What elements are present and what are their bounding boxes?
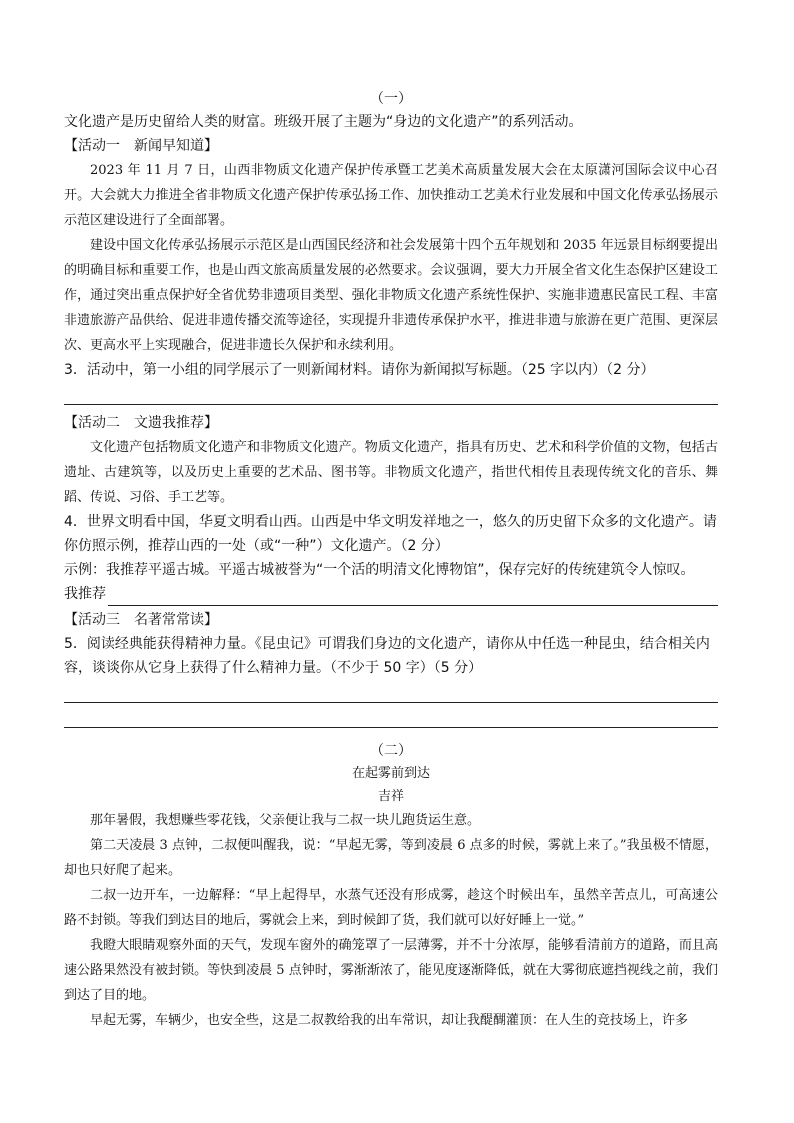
story-author: 吉祥: [377, 789, 404, 804]
activity-three-heading: 【活动三 名著常常读】: [64, 612, 218, 628]
activity-one-heading: 【活动一 新闻早知道】: [64, 138, 218, 154]
answer-line-q4[interactable]: [108, 589, 718, 606]
story-paragraph-2: 第二天凌晨 3 点钟，二叔便叫醒我，说：“早起无雾，等到凌晨 6 点多的时候，雾就上来了。”我虽极不情愿，却也只好爬了起来。: [64, 838, 718, 878]
question-4-example: 示例：我推荐平遥古城。平遥古城被誉为“一个活的明清文化博物馆”，保存完好的传统建筑令人惊叹。: [64, 562, 695, 578]
section-two-number: （二）: [370, 743, 412, 759]
section-one-number: （一）: [370, 91, 412, 107]
section-one-intro: 文化遗产是历史留给人类的财富。班级开展了主题为“身边的文化遗产”的系列活动。: [64, 114, 583, 130]
question-4: 4．世界文明看中国，华夏文明看山西。山西是中华文明发祥地之一，悠久的历史留下众多的文化遗产。请你仿照示例，推荐山西的一处（或“一种”）文化遗产。（2 分）: [64, 514, 717, 554]
story-paragraph-4: 我瞪大眼睛观察外面的天气，发现车窗外的确笼罩了一层薄雾，并不十分浓厚，能够看清前方的道路，而且高速公路果然没有被封锁。等快到凌晨 5 点钟时，雾渐渐浓了，能见度逐渐降低，就在大雾彻底遮挡视线之前，我们到达了目的地。: [64, 938, 718, 1003]
story-paragraph-1: 那年暑假，我想赚些零花钱，父亲便让我与二叔一块儿跑货运生意。: [90, 813, 481, 828]
news-paragraph-1: 2023 年 11 月 7 日，山西非物质文化遗产保护传承暨工艺美术高质量发展大会在太原潇河国际会议中心召开。大会就大力推进全省非物质文化遗产保护传承弘扬工作、加快推动工艺美术行业发展和中国文化传承弘扬展示示范区建设进行了全面部署。: [64, 163, 718, 228]
story-title: 在起雾前到达: [351, 766, 430, 781]
exam-page: [64, 88, 718, 1033]
question-5: 5．阅读经典能获得精神力量。《昆虫记》可谓我们身边的文化遗产，请你从中任选一种昆虫，结合相关内容，谈谈你从它身上获得了什么精神力量。（不少于 50 字）（5 分）: [64, 636, 710, 676]
story-paragraph-3: 二叔一边开车，一边解释：“早上起得早，水蒸气还没有形成雾，趁这个时候出车，虽然辛苦点儿，可高速公路不封锁。等我们到达目的地后，雾就会上来，到时候卸了货，我们就可以好好睡上一觉。”: [64, 888, 718, 928]
recommend-label: 我推荐: [64, 586, 106, 602]
recommend-row: [64, 582, 718, 606]
activity-two-heading: 【活动二 文遗我推荐】: [64, 415, 218, 431]
story-paragraph-5: 早起无雾，车辆少，也安全些，这是二叔教给我的出车常识，却让我醍醐灌顶：在人生的竞技场上，许多: [90, 1013, 689, 1028]
news-paragraph-2: 建设中国文化传承弘扬展示示范区是山西国民经济和社会发展第十四个五年规划和 2035 年远景目标纲要提出的明确目标和重要工作，也是山西文旅高质量发展的必然要求。会议强调，要大力开展全省文化生态保护区建设工作，通过突出重点保护好全省优势非遗项目类型、强化非物质文化遗产系统性保护、实施非遗惠民富民工程、丰富非遗旅游产品供给、促进非遗传播交流等途径，实现提升非遗传承保护水平，推进非遗与旅游在更广范围、更深层次、更高水平上实现融合，促进非遗长久保护和永续利用。: [64, 238, 718, 353]
heritage-definition-paragraph: 文化遗产包括物质文化遗产和非物质文化遗产。物质文化遗产，指具有历史、艺术和科学价值的文物，包括古遗址、古建筑等，以及历史上重要的艺术品、图书等。非物质文化遗产，指世代相传且表现传统文化的音乐、舞蹈、传说、习俗、手工艺等。: [64, 440, 718, 505]
question-3: 3．活动中，第一小组的同学展示了一则新闻材料。请你为新闻拟写标题。（25 字以内）（2 分）: [64, 362, 655, 378]
